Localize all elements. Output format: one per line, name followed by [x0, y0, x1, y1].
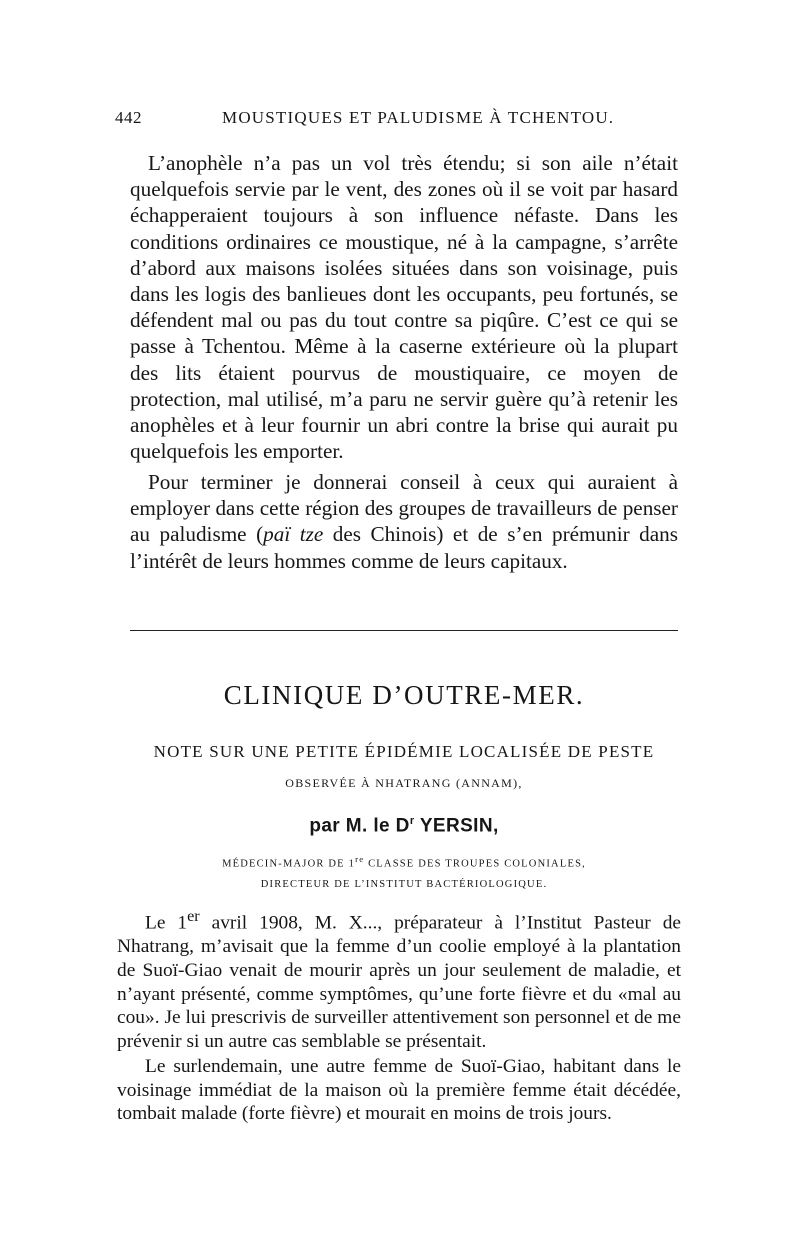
- title-sup: re: [355, 854, 365, 864]
- author-title-1: [130, 849, 678, 875]
- author-prefix: par M. le D: [309, 815, 410, 837]
- note-title: NOTE SUR UNE PETITE ÉPIDÉMIE LOCALISÉE DE PESTE: [153, 742, 655, 761]
- article-paragraph-1: L’anophèle n’a pas un vol très étendu; si son aile n’était quelquefois servie par le vent, des zones où il se voit par hasard échapperaient toujours à son influence néfaste. Dans les conditions ordinaires ce moustique, né à la campagne, s’arrête d’abord aux maisons isolées situées dans son voisinage, puis dans les logis des banlieues dont les occupants, peu fortunés, se défendent mal ou pas du tout contre sa piqûre. C’est ce qui se passe à Tchentou. Même à la caserne extérieure où la plupart des lits étaient pourvus de moustiquaire, ce moyen de protection, mal utilisé, m’a paru ne servir guère qu’à retenir les anophèles et à leur fournir un abri contre la brise qui aurait pu quelquefois les emporter.: [130, 151, 678, 464]
- paragraph-text: avril 1908, M. X..., préparateur à l’Institut Pasteur de Nhatrang, m’avisait que la femme d’un coolie employé à la plantation de Suoï-Giao venait de mourir après un jour seulement de maladie, et n’ayant présenté, comme symptômes, qu’une forte fièvre et du «mal au cou». Je lui prescrivis de surveiller attentivement son personnel et de me prévenir si un autre cas semblable se présentait.: [117, 912, 681, 1052]
- note-paragraph-2: Le surlendemain, une autre femme de Suoï-Giao, habitant dans le voisinage immédiat de la maison où la première femme était décédée, tombait malade (forte fièvre) et mourait en moins de trois jours.: [117, 1056, 681, 1125]
- title-text: MÉDECIN-MAJOR DE 1: [222, 858, 356, 870]
- paragraph-text: des Chinois) et de s’en prémunir dans l’intérêt de leurs hommes comme de leurs capitaux.: [130, 522, 678, 573]
- paragraph-text: Pour terminer je donnerai conseil à ceux qui auraient à employer dans cette région des groupes de travailleurs de penser au paludisme (: [130, 470, 678, 547]
- note-paragraph-1: [117, 905, 681, 1054]
- chinese-term: paï tze: [263, 522, 324, 547]
- note-subtitle: OBSERVÉE À NHATRANG (ANNAM),: [285, 776, 523, 790]
- section-divider: [130, 630, 678, 631]
- ordinal-sup: er: [187, 908, 200, 925]
- author-line: [130, 815, 678, 837]
- title-text: CLASSE DES TROUPES COLONIALES,: [364, 858, 586, 870]
- paragraph-text: Le 1: [145, 912, 188, 934]
- author-title-2: DIRECTEUR DE L’INSTITUT BACTÉRIOLOGIQUE.: [260, 878, 548, 890]
- author-sup: r: [409, 815, 415, 827]
- author-titles: [130, 849, 678, 895]
- section-title: CLINIQUE D’OUTRE-MER.: [223, 680, 585, 710]
- article-paragraph-2: [130, 469, 678, 574]
- running-title: MOUSTIQUES ET PALUDISME À TCHENTOU.: [222, 108, 615, 127]
- author-name: YERSIN,: [414, 815, 499, 837]
- page-number: 442: [115, 108, 142, 127]
